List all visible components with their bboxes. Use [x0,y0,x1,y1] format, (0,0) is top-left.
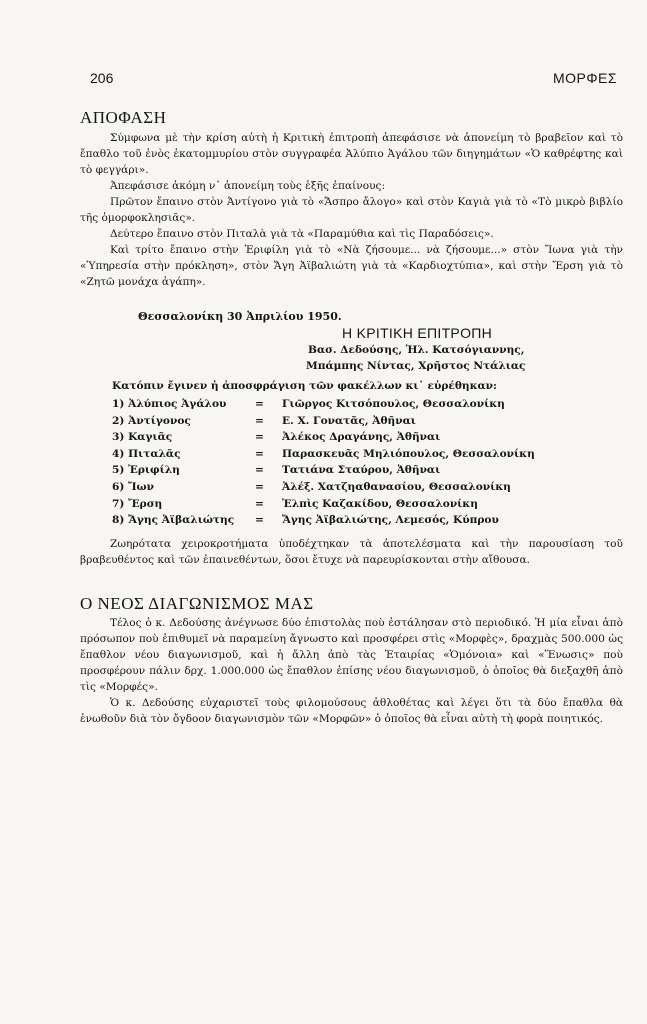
result-number: 6) [112,480,125,493]
result-row [112,398,552,415]
result-real-name: Ε. Χ. Γονατᾶς, Ἀθῆναι [282,414,416,427]
result-pseudonym: Ἴων [128,480,154,493]
result-equals: = [255,497,264,510]
result-pseudonym: Ἄγης Ἀϊβαλιώτης [128,514,235,527]
results-list [112,398,552,531]
committee-members [306,342,546,374]
result-row [112,448,552,465]
decision-body [80,130,623,290]
result-equals: = [255,464,264,477]
result-equals: = [255,480,264,493]
result-real-name: Ἀλέξ. Χατζηαθανασίου, Θεσσαλονίκη [282,480,511,493]
result-equals: = [255,431,264,444]
new-contest-body [80,615,623,727]
results-intro: Κατόπιν ἔγινεν ἡ ἀποσφράγιση τῶν φακέλλων κι᾽ εὑρέθηκαν: [112,380,497,392]
result-row [112,514,552,531]
result-pseudonym: Ἀλύπιος Ἀγάλου [128,398,227,410]
result-number: 2) [112,414,125,427]
result-real-name: Ἐλπὶς Καζακίδου, Θεσσαλονίκη [282,497,478,510]
result-row [112,481,552,498]
result-pseudonym: Ἐριφίλη [128,464,180,477]
result-number: 1) [112,398,125,410]
result-pseudonym: Ἀντίγονος [128,414,191,427]
result-real-name: Ἄγης Ἀϊβαλιώτης, Λεμεσός, Κύπρου [282,514,499,527]
result-number: 4) [112,447,125,460]
new-contest-paragraph: Τέλος ὁ κ. Δεδούσης ἀνέγνωσε δύο ἐπιστολὰς ποὺ ἐστάλησαν στὸ περιοδικό. Ἡ μία εἶναι ἀπὸ πρόσωπον ποὺ ἐπιθυμεῖ νὰ παραμείνη ἄγνωστο καὶ προσφέρει στὶς «Μορφὲς», δραχμὰς 500.000 ὡς ἔπαθλον νέου διαγωνισμοῦ, καὶ ἡ ἄλλη ἀπὸ τὰς Ἑταιρίας «Ὁμόνοια» καὶ «Ἕνωσις» ποὺ προσφέρουν πάλιν δρχ. 1.000.000 ὡς ἔπαθλον ἐπίσης νέου διαγωνισμοῦ, ὁ ὁποῖος θὰ διεξαχθῆ ἀπὸ τὶς «Μορφές». [80,617,623,693]
result-real-name: Γιῶργος Κιτσόπουλος, Θεσσαλονίκη [282,398,505,410]
result-pseudonym: Ἔρση [128,497,163,510]
new-contest-heading: Ο ΝΕΟΣ ΔΙΑΓΩΝΙΣΜΟΣ ΜΑΣ [80,594,314,613]
result-pseudonym: Καγιᾶς [128,431,173,444]
decision-paragraph: Πρῶτον ἔπαινο στὸν Ἀντίγονο γιὰ τὸ «Ἄσπρο ἄλογο» καὶ στὸν Καγιὰ γιὰ τὸ «Τὸ μικρὸ βιβλίο τῆς ὁμορφοκλησιᾶς». [80,196,623,224]
result-number: 3) [112,431,125,444]
result-equals: = [255,514,264,527]
applause-text: Ζωηρότατα χειροκροτήματα ὑποδέχτηκαν τὰ ἀποτελέσματα καὶ τὴν παρουσίαση τοῦ βραβευθέντος καὶ τῶν ἐπαινεθέντων, ὅσοι ἔτυχε νὰ παρευρίσκονται στὴν αἴθουσα. [80,538,623,566]
decision-date: Θεσσαλονίκη 30 Ἀπριλίου 1950. [138,310,342,323]
result-number: 8) [112,514,125,527]
result-number: 7) [112,497,125,510]
result-row [112,431,552,448]
decision-paragraph: Καὶ τρίτο ἔπαινο στὴν Ἐριφίλη γιὰ τὸ «Νὰ ζήσουμε... νὰ ζήσουμε...» στὸν Ἴωνα γιὰ τὴν «Ὑπηρεσία στὴν πρόκληση», στὸν Ἄγη Ἀϊβαλιώτη γιὰ τὰ «Καρδιοχτύπια», καὶ στὴν Ἔρση γιὰ τὸ «Ζητῶ μονάχα ἀγάπη». [80,244,623,288]
result-number: 5) [112,464,125,477]
result-equals: = [255,398,264,410]
result-row [112,464,552,481]
result-pseudonym: Πιταλᾶς [128,447,181,460]
decision-heading: ΑΠΟΦΑΣΗ [80,108,167,127]
result-row [112,498,552,515]
committee-member-line: Βασ. Δεδούσης, Ἠλ. Κατσόγιαννης, [308,344,525,356]
result-equals: = [255,414,264,427]
result-row [112,415,552,432]
page-number: 206 [90,70,114,86]
committee-title: Η ΚΡΙΤΙΚΗ ΕΠΙΤΡΟΠΗ [342,325,493,341]
result-real-name: Παρασκευᾶς Μηλιόπουλος, Θεσσαλονίκη [282,447,535,460]
decision-paragraph: Ἀπεφάσισε ἀκόμη ν᾽ ἀπονείμη τοὺς ἑξῆς ἐπαίνους: [110,180,386,192]
applause-paragraph [80,536,623,568]
magazine-title: ΜΟΡΦΕΣ [552,70,617,86]
decision-paragraph: Δεύτερο ἔπαινο στὸν Πιταλὰ γιὰ τὰ «Παραμύθια καὶ τὶς Παραδόσεις». [110,228,494,240]
decision-paragraph: Σύμφωνα μὲ τὴν κρίση αὐτὴ ἡ Κριτικὴ ἐπιτροπὴ ἀπεφάσισε νὰ ἀπονείμη τὸ βραβεῖον καὶ τὸ ἔπαθλο τοῦ ἑνὸς ἑκατομμυρίου στὸν συγγραφέα Ἀλύπιο Ἀγάλου τῶν διηγημάτων «Ὁ καθρέφτης καὶ τὸ φεγγάρι». [80,132,623,176]
committee-member-line: Μπάμπης Νίντας, Χρῆστος Ντάλιας [306,360,526,372]
new-contest-paragraph: Ὁ κ. Δεδούσης εὐχαριστεῖ τοὺς φιλομούσους ἀθλοθέτας καὶ λέγει ὅτι τὰ δύο ἔπαθλα θὰ ἑνωθοῦν διὰ τὸν ὄγδοον διαγωνισμὸν τῶν «Μορφῶν» ὁ ὁποῖος θὰ εἶναι αὐτὴ τὴ φορὰ ποιητικός. [80,697,623,725]
result-real-name: Ἀλέκος Δραγάνης, Ἀθῆναι [282,431,441,444]
result-real-name: Τατιάνα Σταύρου, Ἀθῆναι [282,464,441,477]
result-equals: = [255,447,264,460]
